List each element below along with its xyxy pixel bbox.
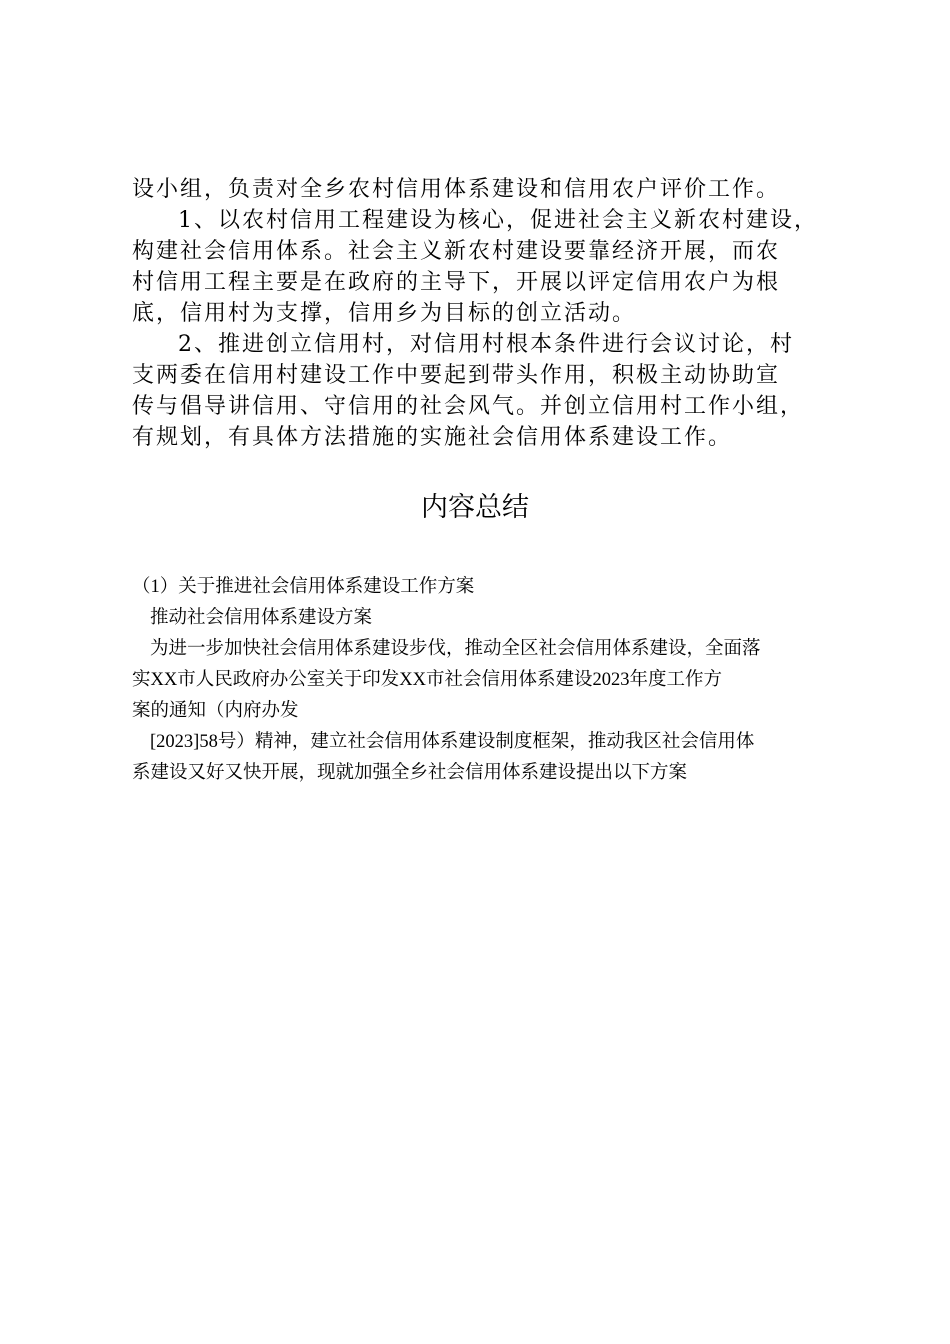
summary-line: [2023]58号）精神，建立社会信用体系建设制度框架，推动我区社会信用体 <box>150 732 755 752</box>
body-line: 传与倡导讲信用、守信用的社会风气。并创立信用村工作小组， <box>132 394 805 419</box>
summary-text <box>132 572 837 789</box>
summary-line: 实XX市人民政府办公室关于印发XX市社会信用体系建设2023年度工作方 <box>132 670 722 690</box>
section-title: 内容总结 <box>421 492 529 523</box>
summary-line: 为进一步加快社会信用体系建设步伐，推动全区社会信用体系建设，全面落 <box>150 639 761 659</box>
body-line: 构建社会信用体系。社会主义新农村建设要靠经济开展，而农 <box>132 239 781 264</box>
summary-line: 推动社会信用体系建设方案 <box>150 608 373 628</box>
summary-line: 案的通知（内府办发 <box>132 701 299 721</box>
body-line: 1、以农村信用工程建设为核心，促进社会主义新农村建设， <box>178 208 818 233</box>
summary-line: （1）关于推进社会信用体系建设工作方案 <box>132 577 475 597</box>
body-line: 2、推进创立信用村，对信用村根本条件进行会议讨论，村 <box>178 332 794 357</box>
body-line: 有规划，有具体方法措施的实施社会信用体系建设工作。 <box>132 425 733 450</box>
body-text <box>132 174 837 453</box>
body-line: 设小组，负责对全乡农村信用体系建设和信用农户评价工作。 <box>132 177 781 202</box>
body-line: 底，信用村为支撑，信用乡为目标的创立活动。 <box>132 301 637 326</box>
body-line: 支两委在信用村建设工作中要起到带头作用，积极主动协助宣 <box>132 363 781 388</box>
summary-line: 系建设又好又快开展，现就加强全乡社会信用体系建设提出以下方案 <box>132 763 688 783</box>
body-line: 村信用工程主要是在政府的主导下，开展以评定信用农户为根 <box>132 270 781 295</box>
